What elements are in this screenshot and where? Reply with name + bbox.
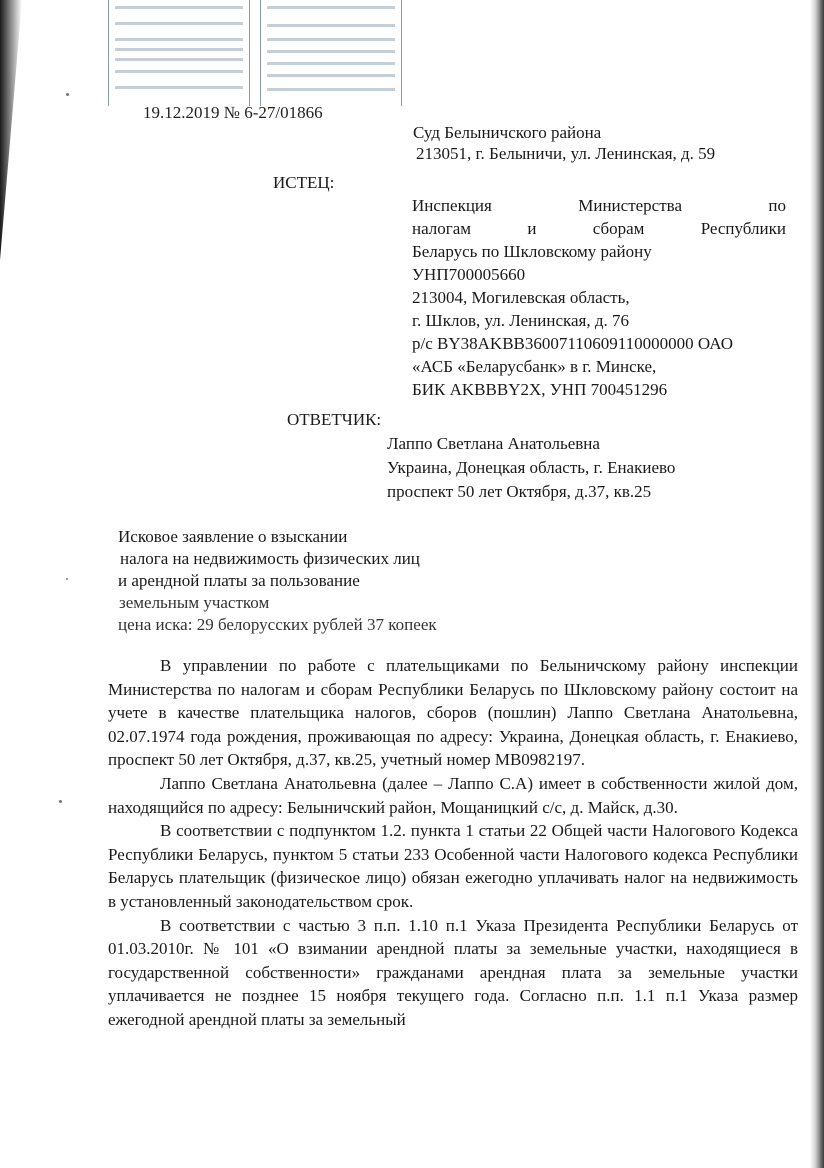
body-paragraph: В управлении по работе с плательщиками по Белыничскому району инспекции Министерства по налогам и сборам Республики Беларусь по Шкловскому району состоит на учете в качестве плательщика налогов, сборов (пошлин) Лаппо Светлана Анатольевна, 02.07.1974 года рождения, проживающая по адресу: Украина, Донецкая область, г. Енакиево, проспект 50 лет Октября, д.37, кв.25, учетный номер МВ0982197. xyxy=(108,656,798,770)
stamp-line xyxy=(267,38,395,41)
subject-line2: налога на недвижимость физических лиц xyxy=(120,549,420,568)
claim-price: цена иска: 29 белорусских рублей 37 копеек xyxy=(118,615,437,634)
court-block xyxy=(413,122,715,164)
stamp-line xyxy=(267,74,395,77)
plaintiff-bik: БИК AKBBBY2X, УНП 700451296 xyxy=(412,380,668,399)
word: Инспекция xyxy=(412,196,492,215)
plaintiff-label: ИСТЕЦ: xyxy=(273,173,335,192)
court-address: 213051, г. Белыничи, ул. Ленинская, д. 59 xyxy=(416,144,716,163)
word: сборам xyxy=(592,219,645,238)
body-paragraph: Лаппо Светлана Анатольевна (далее – Лаппо С.А) имеет в собственности жилой дом, находящийся по адресу: Белыничский район, Мощаницкий с/с, д. Майск, д.30. xyxy=(108,773,798,817)
stamp-line xyxy=(115,70,243,73)
stamp-line xyxy=(115,86,243,89)
claim-subject xyxy=(118,526,437,636)
word: Министерства xyxy=(578,196,682,215)
plaintiff-name-line3: Беларусь по Шкловскому району xyxy=(412,242,652,261)
scan-shadow-right xyxy=(810,0,824,1168)
word: налогам xyxy=(412,219,472,238)
defendant-label: ОТВЕТЧИК: xyxy=(287,410,382,429)
stamp-line xyxy=(267,50,395,53)
stamp-line xyxy=(115,6,243,9)
subject-line4: земельным участком xyxy=(119,593,270,612)
stamp-line xyxy=(115,38,243,41)
plaintiff-name-line1 xyxy=(412,194,786,217)
body-paragraph: В соответствии с частью 3 п.п. 1.10 п.1 Указа Президента Республики Беларусь от 01.03.2010г. № 101 «О взимании арендной платы за земельные участки, находящиеся в государственной собственности» гражданами арендная плата за земельные участки уплачивается не позднее 15 ноября текущего года. Согласно п.п. 1.1 п.1 Указа размер ежегодной арендной платы за земельный xyxy=(108,915,798,1029)
stamp-panel-right xyxy=(260,0,402,106)
stamp-line xyxy=(267,6,395,9)
plaintiff-bank: «АСБ «Беларусбанк» в г. Минске, xyxy=(412,357,657,376)
defendant-name: Лаппо Светлана Анатольевна xyxy=(387,434,600,453)
subject-line3: и арендной платы за пользование xyxy=(118,571,360,590)
outgoing-number: 19.12.2019 № 6-27/01866 xyxy=(143,103,323,122)
defendant-address-line2: проспект 50 лет Октября, д.37, кв.25 xyxy=(387,482,652,501)
subject-line1: Исковое заявление о взыскании xyxy=(118,527,348,546)
defendant-block xyxy=(387,432,675,504)
scan-speck xyxy=(66,578,68,580)
stamp-line xyxy=(115,48,243,51)
stamp-line xyxy=(115,22,243,25)
court-name: Суд Белыничского района xyxy=(413,123,602,142)
word: и xyxy=(527,219,537,238)
plaintiff-address-line1: 213004, Могилевская область, xyxy=(412,288,630,307)
plaintiff-unp: УНП700005660 xyxy=(412,265,526,284)
stamp-line xyxy=(267,88,395,91)
word: Республики xyxy=(700,219,786,238)
plaintiff-block xyxy=(412,194,786,401)
stamp-panel-left xyxy=(108,0,250,106)
word: по xyxy=(768,196,786,215)
plaintiff-account: р/с BY38AKBB36007110609110000000 ОАО xyxy=(412,334,733,353)
stamp-line xyxy=(115,58,243,61)
plaintiff-address-line2: г. Шклов, ул. Ленинская, д. 76 xyxy=(412,311,630,330)
defendant-address-line1: Украина, Донецкая область, г. Енакиево xyxy=(387,458,676,477)
plaintiff-name-line2 xyxy=(412,217,786,240)
stamp-line xyxy=(267,62,395,65)
claim-body xyxy=(108,654,798,1032)
body-paragraph: В соответствии с подпунктом 1.2. пункта 1 статьи 22 Общей части Налогового Кодекса Республики Беларусь, пунктом 5 статьи 233 Особенной части Налогового кодекса Республики Беларусь плательщик (физическое лицо) обязан ежегодно уплачивать налог на недвижимость в установленный законодательством срок. xyxy=(108,821,798,911)
scan-speck xyxy=(59,800,62,803)
scan-shadow-left xyxy=(0,0,22,260)
scan-speck xyxy=(66,93,69,96)
stamp-line xyxy=(267,24,395,27)
